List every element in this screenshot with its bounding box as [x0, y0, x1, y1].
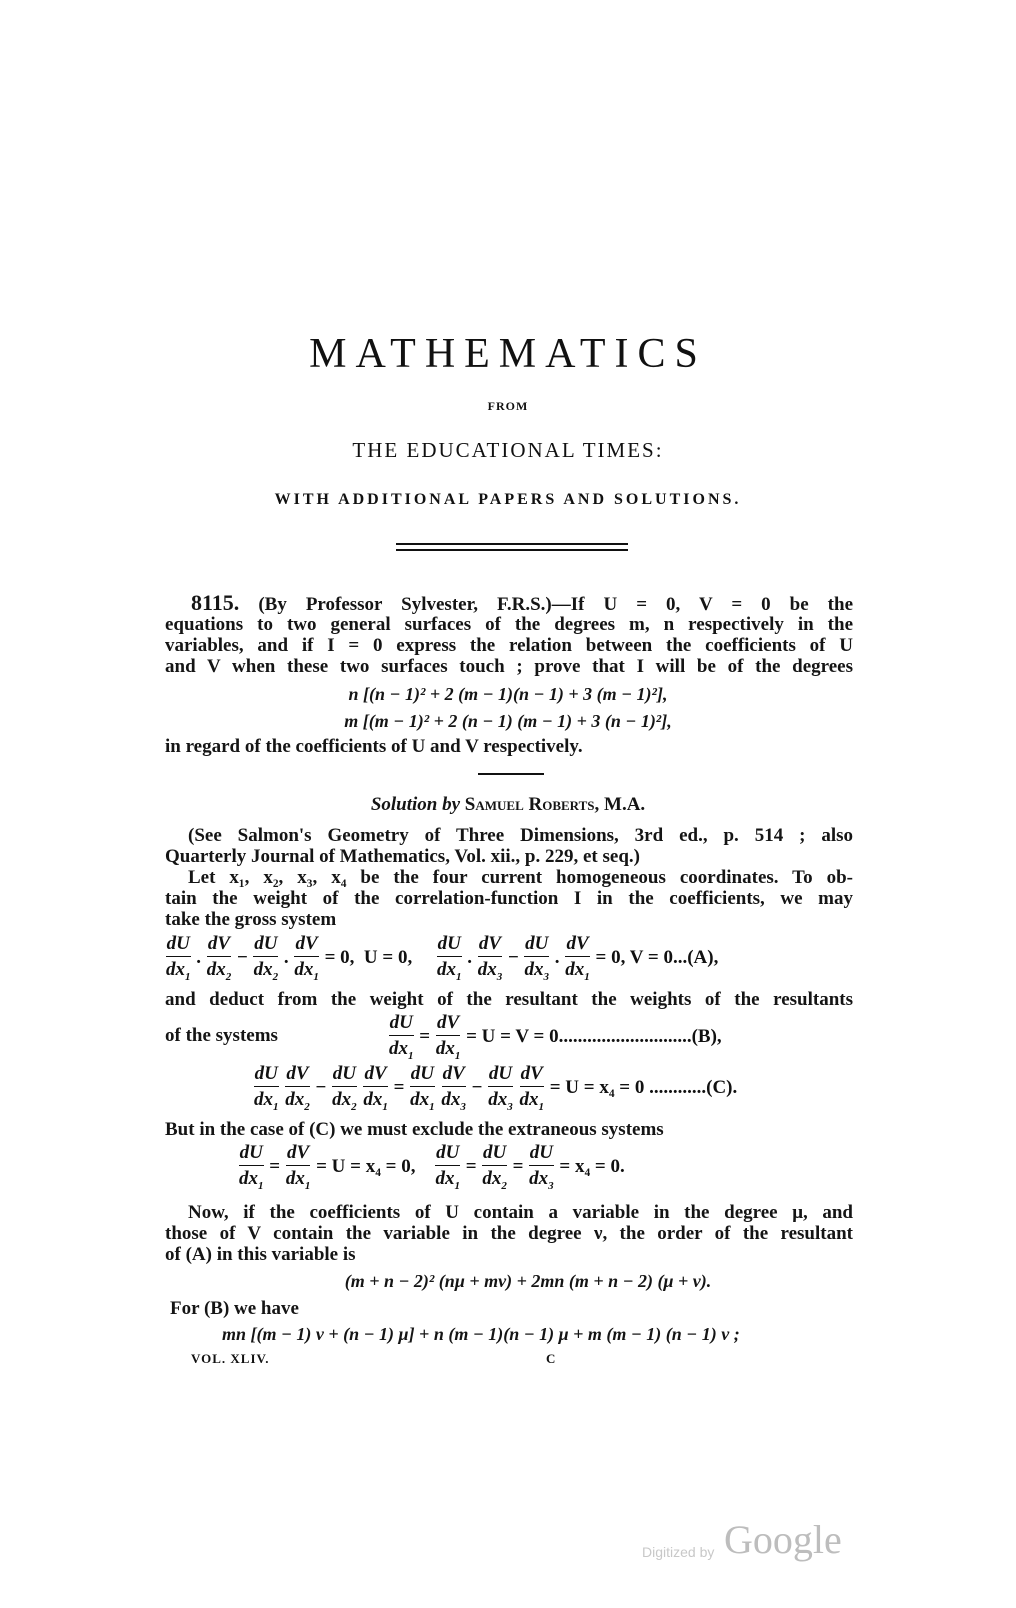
- paragraph-2-line-1: and deduct from the weight of the resultant the weights of the resultants: [165, 989, 853, 1010]
- equation-b-tail: = U = V = 0............................(B),: [466, 1025, 722, 1047]
- paragraph-3-line-1: But in the case of (C) we must exclude the extraneous systems: [165, 1119, 664, 1140]
- volume-label: VOL. XLIV.: [191, 1351, 270, 1366]
- frac: $\frac{dU}{dx_2}$: [482, 1142, 507, 1192]
- paragraph-4-line-1: Now, if the coefficients of U contain a variable in the degree μ, and: [188, 1202, 853, 1223]
- frac: $\frac{dV}{dx_3}$: [441, 1063, 466, 1113]
- formula-3: (m + n − 2)² (nμ + mν) + 2mn (m + n − 2) (μ + ν).: [344, 1271, 712, 1291]
- equation-c: $\frac{dU}{dx_1}$ $\frac{dV}{dx_2}$ − $\frac{dU}{dx_2}$ $\frac{dV}{dx_1}$ = $\frac{dU}{dx_1}$ $\frac{dV}{dx_3}$ − $\frac{dU}{dx_3}$ $\frac{dV}{dx_1}$ = U = x₄ = 0 ............(C).: [254, 1063, 738, 1113]
- paragraph-2-line-2: of the systems: [165, 1025, 278, 1046]
- paragraph-4-line-3: of (A) in this variable is: [165, 1244, 356, 1265]
- equation-a-tail: = 0, V = 0...(A),: [595, 946, 719, 968]
- paragraph-4-line-2: those of V contain the variable in the degree ν, the order of the resultant: [165, 1223, 853, 1244]
- paragraph-5-line-1: For (B) we have: [170, 1298, 299, 1319]
- separator-rule: [478, 773, 544, 775]
- paragraph-1-line-3: take the gross system: [165, 909, 337, 930]
- equation-b: $\frac{dU}{dx_1}$ = $\frac{dV}{dx_1}$ = U = V = 0............................(B),: [389, 1012, 722, 1062]
- page-title: MATHEMATICS: [309, 331, 707, 377]
- frac: $\frac{dU}{dx_1}$: [166, 933, 191, 983]
- frac: $\frac{dU}{dx_1}$: [410, 1063, 435, 1113]
- solution-heading: [0, 795, 1016, 814]
- formula-4: mn [(m − 1) ν + (n − 1) μ] + n (m − 1)(n − 1) μ + m (m − 1) (n − 1) ν ;: [222, 1324, 740, 1344]
- frac: $\frac{dV}{dx_2}$: [206, 933, 232, 983]
- subtitle-2: WITH ADDITIONAL PAPERS AND SOLUTIONS.: [274, 491, 742, 508]
- frac: $\frac{dV}{dx_1}$: [435, 1012, 461, 1062]
- question-line-4: and V when these two surfaces touch ; prove that I will be of the degrees: [165, 656, 853, 677]
- frac: $\frac{dV}{dx_2}$: [285, 1063, 310, 1113]
- equation-a: $\frac{dU}{dx_1}$ . $\frac{dV}{dx_2}$ − $\frac{dU}{dx_2}$ . $\frac{dV}{dx_1}$ = 0, U = 0, $\frac{dU}{dx_1}$ . $\frac{dV}{dx_3}$ − $\frac{dU}{dx_3}$ . $\frac{dV}{dx_1}$ = 0, V = 0...(A),: [166, 933, 719, 983]
- digitized-by-label: Digitized by: [642, 1544, 715, 1560]
- equation-d: $\frac{dU}{dx_1}$ = $\frac{dV}{dx_1}$ = U = x₄ = 0, $\frac{dU}{dx_1}$ = $\frac{dU}{dx_2}$ = $\frac{dU}{dx_3}$ = x₄ = 0.: [239, 1142, 625, 1192]
- frac: $\frac{dU}{dx_2}$: [253, 933, 279, 983]
- double-rule-top: [396, 543, 628, 545]
- signature-mark: C: [546, 1351, 556, 1366]
- question-line-1: [191, 592, 853, 614]
- question-line-3: variables, and if I = 0 express the relation between the coefficients of U: [165, 635, 853, 656]
- double-rule-bottom: [396, 549, 628, 551]
- subtitle: THE EDUCATIONAL TIMES:: [352, 438, 664, 462]
- frac: $\frac{dU}{dx_3}$: [524, 933, 550, 983]
- frac: $\frac{dV}{dx_1}$: [294, 933, 319, 983]
- frac: $\frac{dU}{dx_1}$: [239, 1142, 264, 1192]
- frac: $\frac{dU}{dx_3}$: [529, 1142, 554, 1192]
- frac: $\frac{dU}{dx_1}$: [436, 933, 462, 983]
- frac: $\frac{dU}{dx_1}$: [435, 1142, 460, 1192]
- frac: $\frac{dU}{dx_1}$: [254, 1063, 279, 1113]
- reference-line-2: Quarterly Journal of Mathematics, Vol. xii., p. 229, et seq.): [165, 846, 640, 867]
- frac: $\frac{dU}{dx_2}$: [332, 1063, 357, 1113]
- frac: $\frac{dV}{dx_1}$: [519, 1063, 544, 1113]
- formula-2: m [(m − 1)² + 2 (n − 1) (m − 1) + 3 (n − 1)²],: [344, 711, 672, 731]
- solution-author: Samuel Roberts, M.A.: [464, 794, 646, 815]
- frac: $\frac{dV}{dx_1}$: [285, 1142, 311, 1192]
- equation-d-mid: = U = x₄ = 0,: [316, 1155, 416, 1177]
- question-number: 8115.: [191, 590, 240, 615]
- frac: $\frac{dU}{dx_1}$: [389, 1012, 414, 1062]
- paragraph-1-line-2: tain the weight of the correlation-function I in the coefficients, we may: [165, 888, 853, 909]
- question-line-2: equations to two general surfaces of the degrees m, n respectively in the: [165, 614, 853, 635]
- question-line-1-text: (By Professor Sylvester, F.R.S.)—If U = 0, V = 0 be the: [258, 594, 854, 615]
- frac: $\frac{dV}{dx_3}$: [477, 933, 503, 983]
- from-label: FROM: [487, 399, 529, 413]
- frac: $\frac{dV}{dx_1}$: [565, 933, 590, 983]
- paragraph-1-line-1: Let x₁, x₂, x₃, x₄ be the four current homogeneous coordinates. To ob-: [188, 867, 853, 888]
- equation-c-tail: = U = x₄ = 0 ............(C).: [549, 1076, 738, 1098]
- question-line-5: in regard of the coefficients of U and V respectively.: [165, 736, 583, 757]
- google-logo: Google: [724, 1517, 842, 1562]
- formula-1: n [(n − 1)² + 2 (m − 1)(n − 1) + 3 (m − 1)²],: [348, 684, 668, 704]
- frac: $\frac{dU}{dx_3}$: [488, 1063, 513, 1113]
- reference-line-1: (See Salmon's Geometry of Three Dimensions, 3rd ed., p. 514 ; also: [188, 825, 853, 846]
- frac: $\frac{dV}{dx_1}$: [363, 1063, 388, 1113]
- equation-d-tail: = x₄ = 0.: [559, 1155, 625, 1177]
- solution-heading-prefix: Solution by: [370, 794, 461, 815]
